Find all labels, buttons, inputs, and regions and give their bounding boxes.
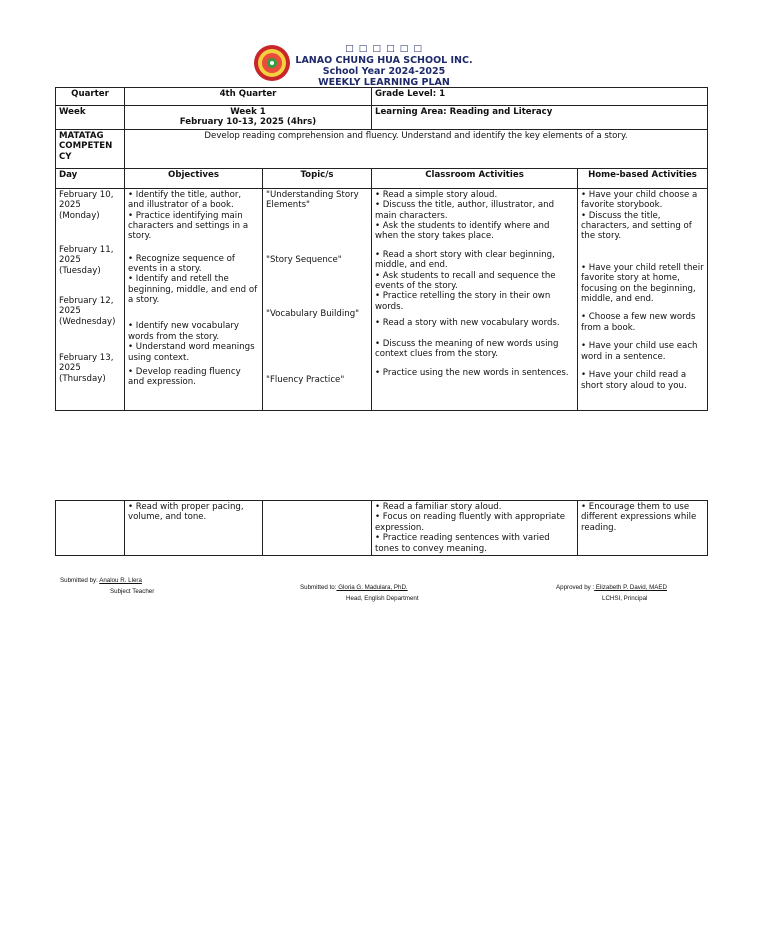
submitted-by-block [60,577,142,584]
week-value: Week 1 [230,107,266,117]
week-row [56,106,708,130]
approved-by-role: LCHSI, Principal [602,595,648,602]
continuation-home: • Encourage them to use different expressions while reading. [578,501,708,556]
grade-level: Grade Level: 1 [372,88,708,106]
week-dates: February 10-13, 2025 (4hrs) [179,117,317,128]
week-cell [125,106,372,130]
classroom-item: • Discuss the meaning of new words using context clues from the story. [375,338,559,360]
week-label: Week [56,106,125,130]
day-date: February 10, 2025 [59,189,114,211]
approved-by-block [556,584,667,591]
col-home: Home-based Activities [578,168,708,188]
col-topics: Topic/s [263,168,372,188]
continuation-objective: • Read with proper pacing, volume, and tone. [125,501,263,556]
topic-item: "Vocabulary Building" [266,308,360,319]
col-classroom: Classroom Activities [372,168,578,188]
school-year: School Year 2024-2025 [322,66,446,77]
classroom-item: • Practice retelling the story in their own words. [375,291,551,312]
home-item: • Have your child retell their favorite story at home, focusing on the beginning, middle, and end. [581,262,704,305]
submitted-by-label: Submitted by: [60,577,98,584]
continuation-topic [263,501,372,556]
continuation-classroom [372,501,578,556]
home-cell [578,188,708,410]
objective-item: • Recognize sequence of events in a story. [128,253,235,275]
quarter-value: 4th Quarter [125,88,372,106]
objectives-cell [125,188,263,410]
quarter-label: Quarter [56,88,125,106]
day-date: February 12, 2025 [59,295,114,317]
home-item: • Discuss the title, characters, and setting of the story. [581,210,692,242]
day-weekday: (Tuesday) [59,265,101,276]
home-item: • Have your child read a short story aloud to you. [581,370,687,391]
day-weekday: (Wednesday) [59,316,116,327]
plan-title: WEEKLY LEARNING PLAN [318,77,450,88]
objective-item: • Understand word meanings using context. [128,342,255,363]
home-item: • Choose a few new words from a book. [581,312,696,333]
column-header-row [56,168,708,188]
activities-row [56,188,708,410]
topic-item: "Story Sequence" [266,254,342,265]
classroom-item: • Read a short story with clear beginning, middle, and end. [375,249,555,271]
approved-by-label: Approved by : [556,584,595,591]
school-name: LANAO CHUNG HUA SCHOOL INC. [295,55,473,66]
learning-plan-table [55,87,708,411]
classroom-item: • Discuss the title, author, illustrator, and main characters. [375,200,555,221]
approved-by-name: Elizabeth P. David, MAED [594,584,667,591]
school-chinese-name: □ □ □ □ □ □ [345,44,423,54]
day-date: February 11, 2025 [59,244,114,266]
classroom-item: • Read a simple story aloud. [375,189,498,200]
day-date: February 13, 2025 [59,352,114,374]
objective-item: • Identify the title, author, and illustrator of a book. [128,189,242,211]
submitted-to-label: Submitted to: [300,584,337,591]
submitted-to-block [300,584,408,591]
quarter-row [56,88,708,106]
home-item: • Have your child choose a favorite storybook. [581,189,698,211]
topic-item: "Understanding Story Elements" [266,189,359,211]
learning-area: Learning Area: Reading and Literacy [372,106,708,130]
competency-value: Develop reading comprehension and fluency. Understand and identify the key elements of a story. [125,129,708,168]
submitted-by-role: Subject Teacher [110,588,155,595]
classroom-item: • Read a story with new vocabulary words. [375,318,560,329]
home-item: • Have your child use each word in a sentence. [581,341,698,362]
competency-row [56,129,708,168]
submitted-to-name: Gloria G. Madulara, PhD. [336,584,408,591]
objective-item: • Develop reading fluency and expression. [128,367,241,388]
classroom-item: • Read a familiar story aloud. [375,502,502,512]
classroom-item: • Ask the students to identify where and when the story takes place. [375,221,550,242]
classroom-item: • Practice reading sentences with varied tones to convey meaning. [375,533,550,554]
continuation-day [56,501,125,556]
submitted-to-role: Head, English Department [346,595,419,602]
continuation-table [55,500,708,556]
objective-item: • Identify and retell the beginning, middle, and end of a story. [128,274,258,306]
day-weekday: (Thursday) [59,373,106,384]
classroom-item: • Practice using the new words in sentences. [375,367,569,378]
col-objectives: Objectives [125,168,263,188]
competency-label: MATATAG COMPETEN CY [56,129,125,168]
objective-item: • Identify new vocabulary words from the story. [128,321,239,342]
classroom-item: • Ask students to recall and sequence the events of the story. [375,270,556,292]
classroom-item: • Focus on reading fluently with appropriate expression. [375,512,566,533]
continuation-row [56,501,708,556]
day-weekday: (Monday) [59,210,100,221]
submitted-by-name: Analou R. Llera [99,577,142,584]
days-cell [56,188,125,410]
objective-item: • Practice identifying main characters and settings in a story. [128,210,249,242]
topic-item: "Fluency Practice" [266,374,345,385]
topics-cell [263,188,372,410]
classroom-cell [372,188,578,410]
col-day: Day [56,168,125,188]
